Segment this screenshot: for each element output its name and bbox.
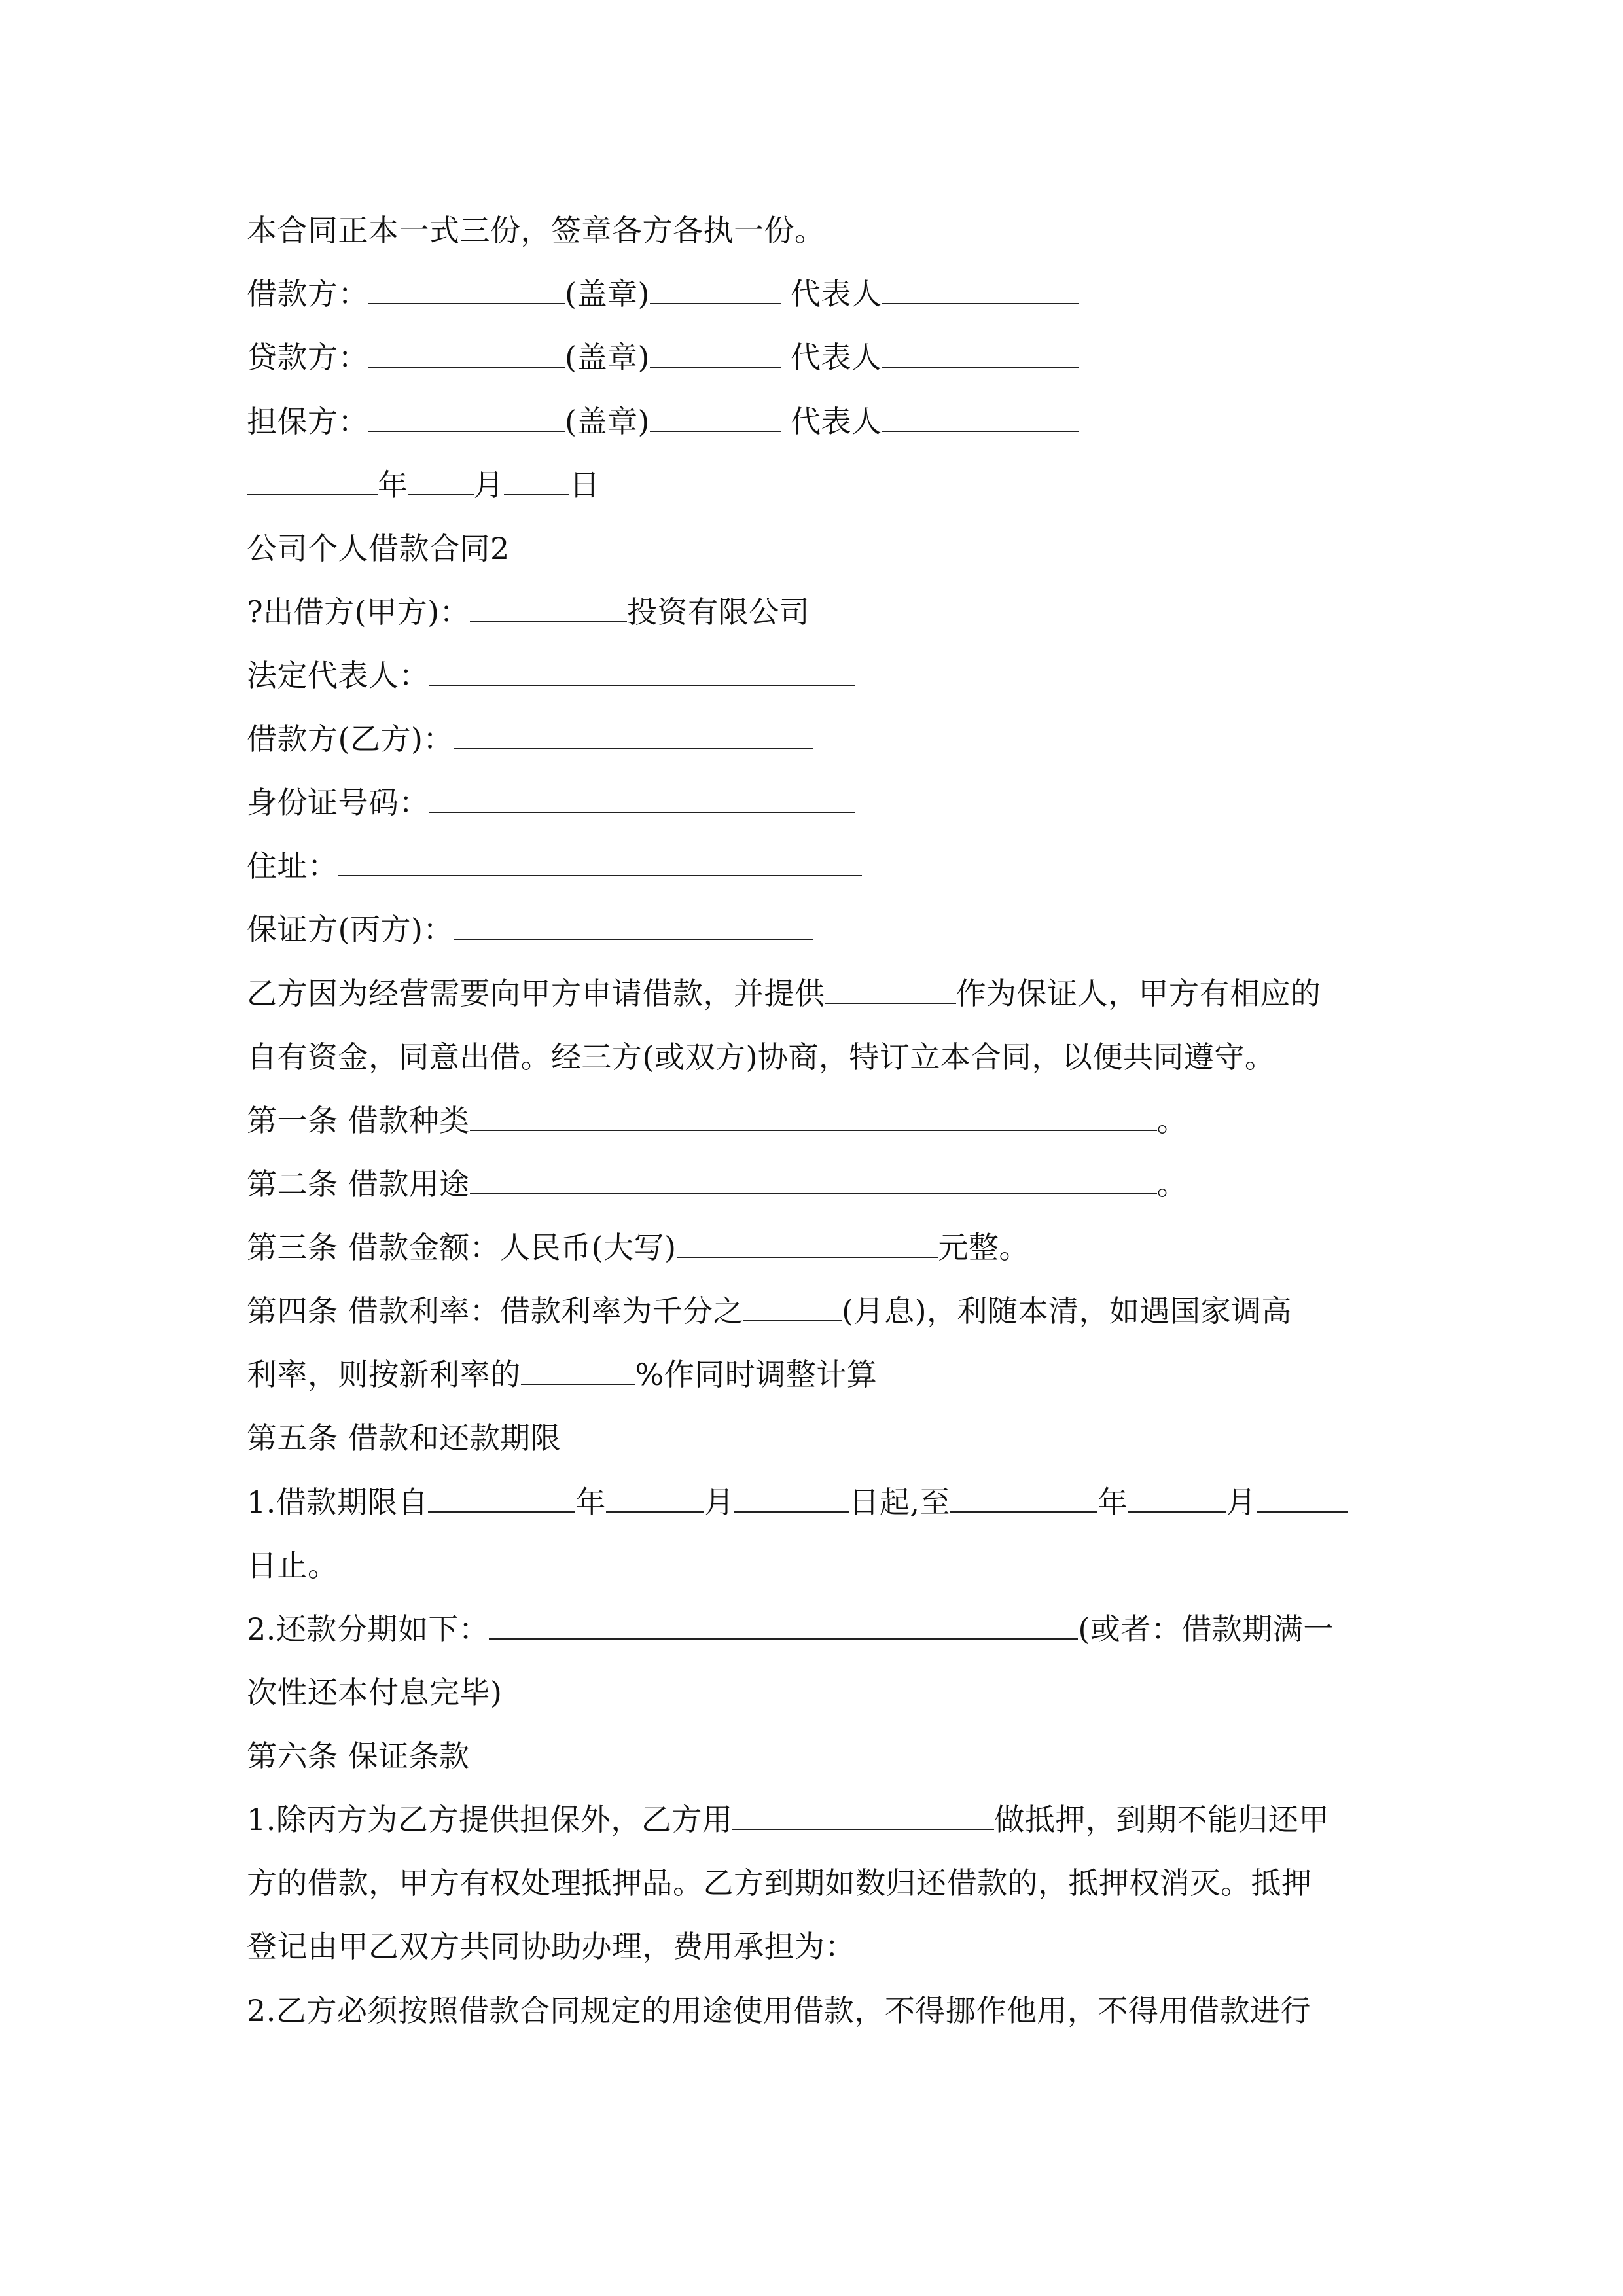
line-label: 借款方： (247, 276, 368, 312)
borrower-party-line (247, 719, 1379, 759)
company-suffix: 投资有限公司 (627, 594, 810, 630)
line-text: 利率，则按新利率的 (247, 1357, 521, 1392)
fill-blank (504, 465, 569, 495)
line-text: 日起,至 (849, 1484, 951, 1520)
fill-blank (882, 402, 1079, 432)
seal-label: (盖章) (565, 404, 650, 439)
day-label: 日 (569, 467, 600, 503)
fill-blank (521, 1355, 635, 1385)
fill-blank (950, 1482, 1097, 1513)
title-text: 公司个人借款合同2 (247, 531, 510, 566)
article-3-line (247, 1228, 1379, 1267)
address-line (247, 846, 1379, 886)
line-label: 身份证号码： (247, 785, 429, 820)
line-text: 1.借款期限自 (247, 1484, 429, 1520)
fill-blank (408, 465, 474, 495)
article-6-heading (247, 1736, 1379, 1776)
article-label: 第四条 借款利率：借款利率为千分之 (247, 1293, 744, 1329)
seal-label: (盖章) (565, 276, 650, 312)
line-label: 借款方(乙方)： (247, 721, 454, 757)
year-label: 年 (575, 1484, 606, 1520)
fill-blank (882, 338, 1079, 368)
year-label: 年 (1097, 1484, 1128, 1520)
fill-blank (825, 974, 956, 1004)
fill-blank (368, 402, 565, 432)
line-text: 自有资金，同意出借。经三方(或双方)协商，特订立本合同，以便共同遵守。 (247, 1039, 1275, 1075)
line-text: 2.乙方必须按照借款合同规定的用途使用借款，不得挪作他用，不得用借款进行 (247, 1993, 1311, 2028)
line-label: 法定代表人： (247, 658, 429, 693)
contract-title (247, 529, 1379, 568)
fill-blank (606, 1482, 704, 1513)
line-text: 本合同正本一式三份，签章各方各执一份。 (247, 213, 825, 248)
seal-label: (盖章) (565, 340, 650, 375)
line-text: 乙方因为经营需要向甲方申请借款，并提供 (247, 976, 825, 1011)
line-text: 作为保证人，甲方有相应的 (955, 976, 1321, 1011)
fill-blank (247, 465, 378, 495)
paragraph-line (247, 1863, 1379, 1903)
line-text: (或者：借款期满一 (1078, 1611, 1334, 1647)
fill-blank (368, 274, 565, 304)
line-label: 贷款方： (247, 340, 368, 375)
date-line (247, 465, 1379, 505)
fill-blank (338, 846, 862, 876)
line-text: 2.还款分期如下： (247, 1611, 490, 1647)
lender-signature-line (247, 338, 1379, 377)
fill-blank (470, 1101, 1157, 1131)
fill-blank (677, 1228, 938, 1258)
fill-blank (454, 719, 813, 749)
paragraph-line (247, 1355, 1379, 1394)
line-end: 元整。 (938, 1230, 1030, 1265)
article-2-line (247, 1164, 1379, 1204)
line-text: (月息)，利随本清，如遇国家调高 (842, 1293, 1293, 1329)
id-number-line (247, 783, 1379, 822)
fill-blank (650, 402, 781, 432)
article-1-line (247, 1101, 1379, 1140)
month-label: 月 (473, 467, 504, 503)
article-label: 第二条 借款用途 (247, 1166, 470, 1202)
text-line-copies (247, 211, 1379, 250)
line-text: 方的借款，甲方有权处理抵押品。乙方到期如数归还借款的，抵押权消灭。抵押 (247, 1865, 1312, 1901)
repayment-line (247, 1609, 1379, 1649)
article-label: 第三条 借款金额：人民币(大写) (247, 1230, 677, 1265)
paragraph-line (247, 1037, 1379, 1077)
fill-blank (429, 656, 855, 686)
fill-blank (650, 274, 781, 304)
line-text: 日止。 (247, 1548, 338, 1583)
fill-blank (428, 1482, 575, 1513)
line-text: %作同时调整计算 (635, 1357, 878, 1392)
line-label: 住址： (247, 848, 338, 884)
fill-blank (1257, 1482, 1348, 1513)
line-label: 保证方(丙方)： (247, 912, 454, 947)
paragraph-line (247, 1546, 1379, 1585)
paragraph-line (247, 1927, 1379, 1966)
lender-party-line (247, 592, 1379, 632)
fill-blank (368, 338, 565, 368)
article-label: 第五条 借款和还款期限 (247, 1420, 562, 1456)
month-label: 月 (1226, 1484, 1257, 1520)
line-label: 担保方： (247, 404, 368, 439)
collateral-line (247, 1800, 1379, 1839)
loan-period-line (247, 1482, 1379, 1522)
representative-label: 代表人 (780, 276, 882, 312)
borrower-signature-line (247, 274, 1379, 314)
fill-blank (734, 1482, 849, 1513)
fill-blank (650, 338, 781, 368)
fill-blank (470, 1164, 1157, 1194)
article-4-line (247, 1291, 1379, 1331)
article-label: 第一条 借款种类 (247, 1103, 470, 1138)
line-text: 登记由甲乙双方共同协助办理，费用承担为： (247, 1929, 855, 1964)
guarantor-party-line (247, 910, 1379, 949)
paragraph-line (247, 974, 1379, 1013)
fill-blank (882, 274, 1079, 304)
legal-representative-line (247, 656, 1379, 695)
fill-blank (429, 783, 855, 813)
year-label: 年 (378, 467, 408, 503)
fill-blank (732, 1800, 994, 1830)
line-text: 次性还本付息完毕) (247, 1675, 503, 1710)
line-text: 做抵押，到期不能归还甲 (994, 1802, 1329, 1837)
line-end: 。 (1156, 1166, 1188, 1202)
fill-blank (489, 1609, 1078, 1640)
fill-blank (1128, 1482, 1226, 1513)
representative-label: 代表人 (780, 340, 882, 375)
paragraph-line (247, 1673, 1379, 1712)
paragraph-line (247, 1991, 1379, 2030)
article-label: 第六条 保证条款 (247, 1738, 470, 1774)
guarantor-signature-line (247, 402, 1379, 441)
fill-blank (454, 910, 813, 940)
line-label: ?出借方(甲方)： (247, 594, 471, 630)
fill-blank (743, 1291, 842, 1321)
line-end: 。 (1156, 1103, 1188, 1138)
article-5-heading (247, 1418, 1379, 1458)
month-label: 月 (704, 1484, 735, 1520)
line-text: 1.除丙方为乙方提供担保外，乙方用 (247, 1802, 733, 1837)
fill-blank (470, 592, 627, 622)
representative-label: 代表人 (780, 404, 882, 439)
